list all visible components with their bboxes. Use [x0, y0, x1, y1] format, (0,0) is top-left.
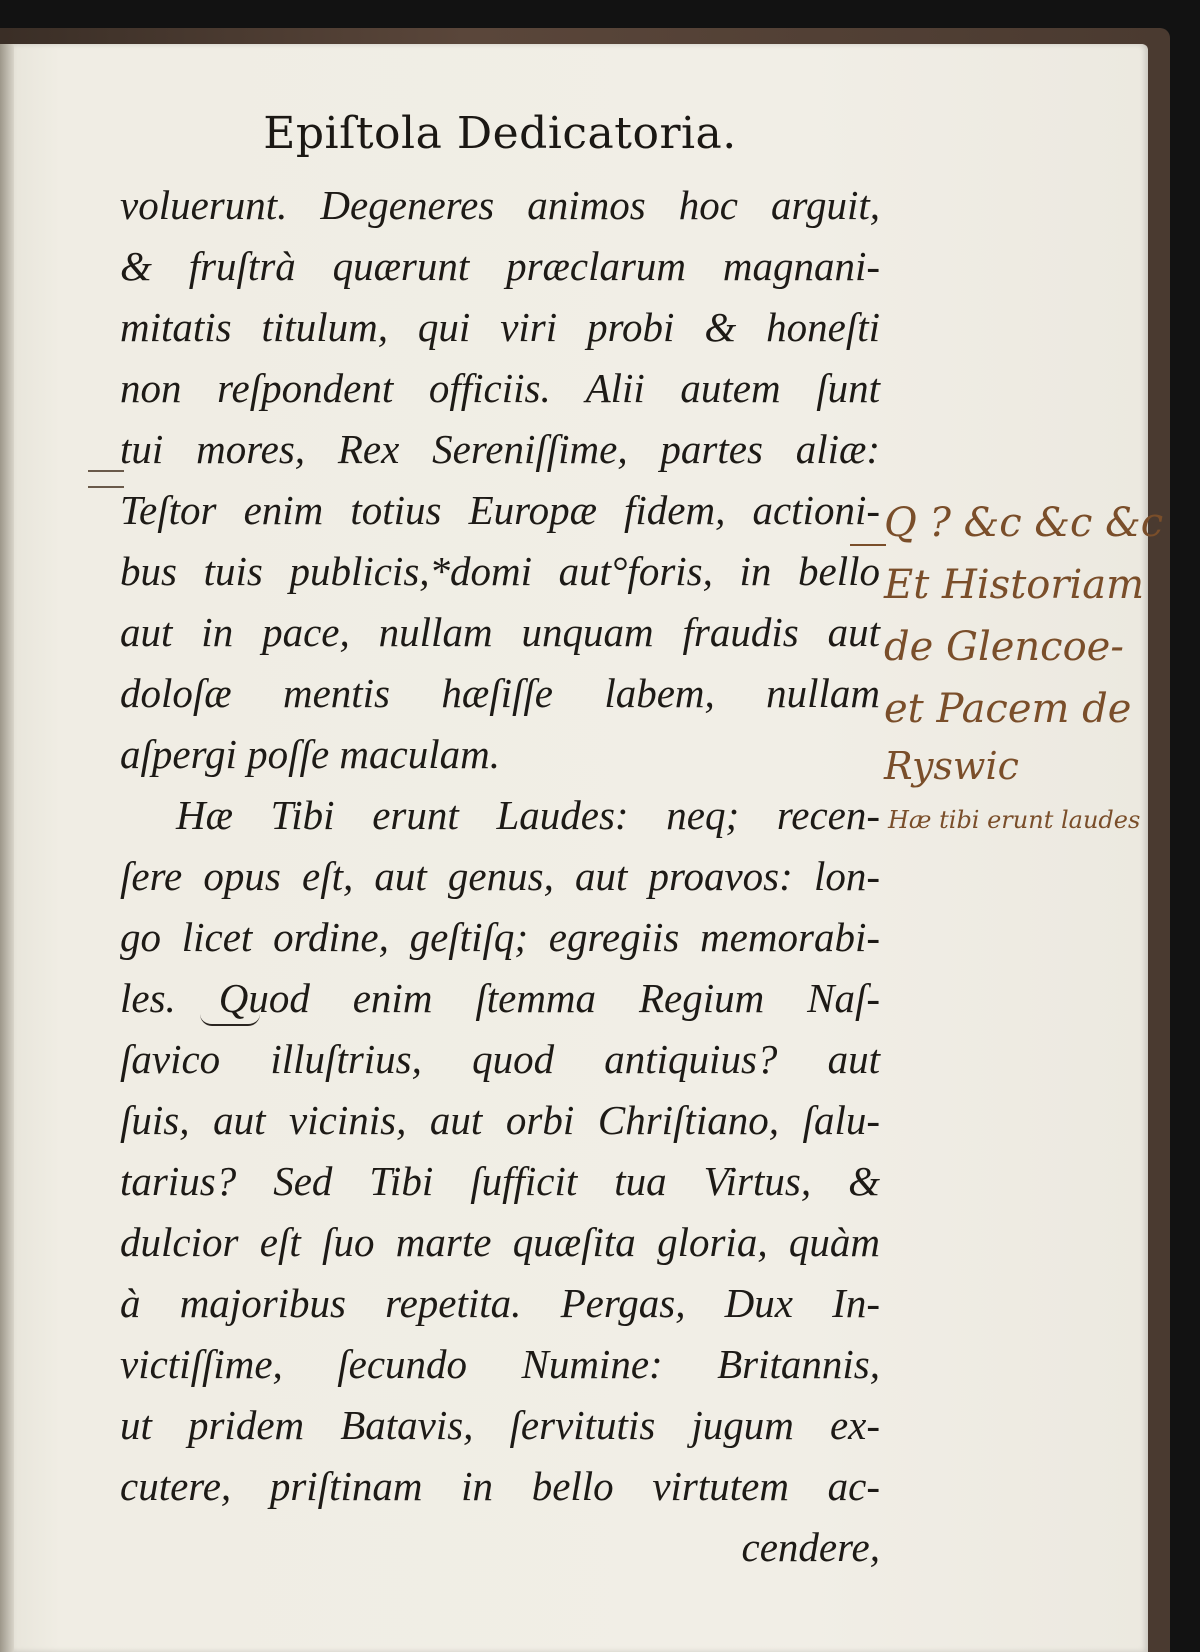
text-line: cutere, priſtinam in bello virtutem ac-: [120, 1463, 880, 1509]
marginal-note: Et Historiam: [884, 562, 1145, 608]
text-line: tarius? Sed Tibi ſufficit tua Virtus, &: [120, 1158, 880, 1204]
text-line: aut in pace, nullam unquam fraudis aut: [120, 609, 880, 655]
text-line: les. Quod enim ſtemma Regium Naſ-: [120, 975, 880, 1021]
text-line: ut pridem Batavis, ſervitutis jugum ex-: [120, 1402, 880, 1448]
marginal-note: Hæ tibi erunt laudes: [888, 806, 1141, 834]
text-line: ſuis, aut vicinis, aut orbi Chriſtiano, ſalu-: [120, 1097, 880, 1143]
text-line: doloſæ mentis hæſiſſe labem, nullam: [120, 670, 880, 716]
text-line: & fruſtrà quærunt præclarum magnani-: [120, 243, 880, 289]
text-line: victiſſime, ſecundo Numine: Britannis,: [120, 1341, 880, 1387]
text-line: dulcior eſt ſuo marte quæſita gloria, quàm: [120, 1219, 880, 1265]
text-line: ſere opus eſt, aut genus, aut proavos: lon-: [120, 853, 880, 899]
text-line: à majoribus repetita. Pergas, Dux In-: [120, 1280, 880, 1326]
text-line: voluerunt. Degeneres animos hoc arguit,: [120, 182, 880, 228]
marginal-note: et Pacem de: [884, 686, 1132, 732]
text-line: non reſpondent officiis. Alii autem ſunt: [120, 365, 880, 411]
margin-double-dash-mark: [88, 470, 124, 488]
marginal-note: Q ? &c &c &c: [884, 500, 1164, 546]
marginal-note: Ryswic: [884, 744, 1019, 788]
text-line: tui mores, Rex Sereniſſime, partes aliæ:: [120, 426, 880, 472]
page-gutter-shadow: [0, 44, 14, 1652]
text-line: go licet ordine, geſtiſq; egregiis memorabi-: [120, 914, 880, 960]
text-line: Teſtor enim totius Europæ fidem, actioni-: [120, 487, 880, 533]
text-line: mitatis titulum, qui viri probi & honeſti: [120, 304, 880, 350]
printed-body-text: [120, 175, 880, 1578]
text-line: bus tuis publicis,*domi aut°foris, in bello: [120, 548, 880, 594]
text-line: Hæ Tibi erunt Laudes: neq; recen-: [176, 792, 880, 838]
marginal-note: de Glencoe-: [884, 624, 1124, 670]
text-line: ſavico illuſtrius, quod antiquius? aut: [120, 1036, 880, 1082]
text-line: aſpergi poſſe maculam.: [120, 731, 500, 777]
running-head: Epiſtola Dedicatoria.: [263, 108, 737, 159]
catchword: cendere,: [741, 1524, 880, 1570]
